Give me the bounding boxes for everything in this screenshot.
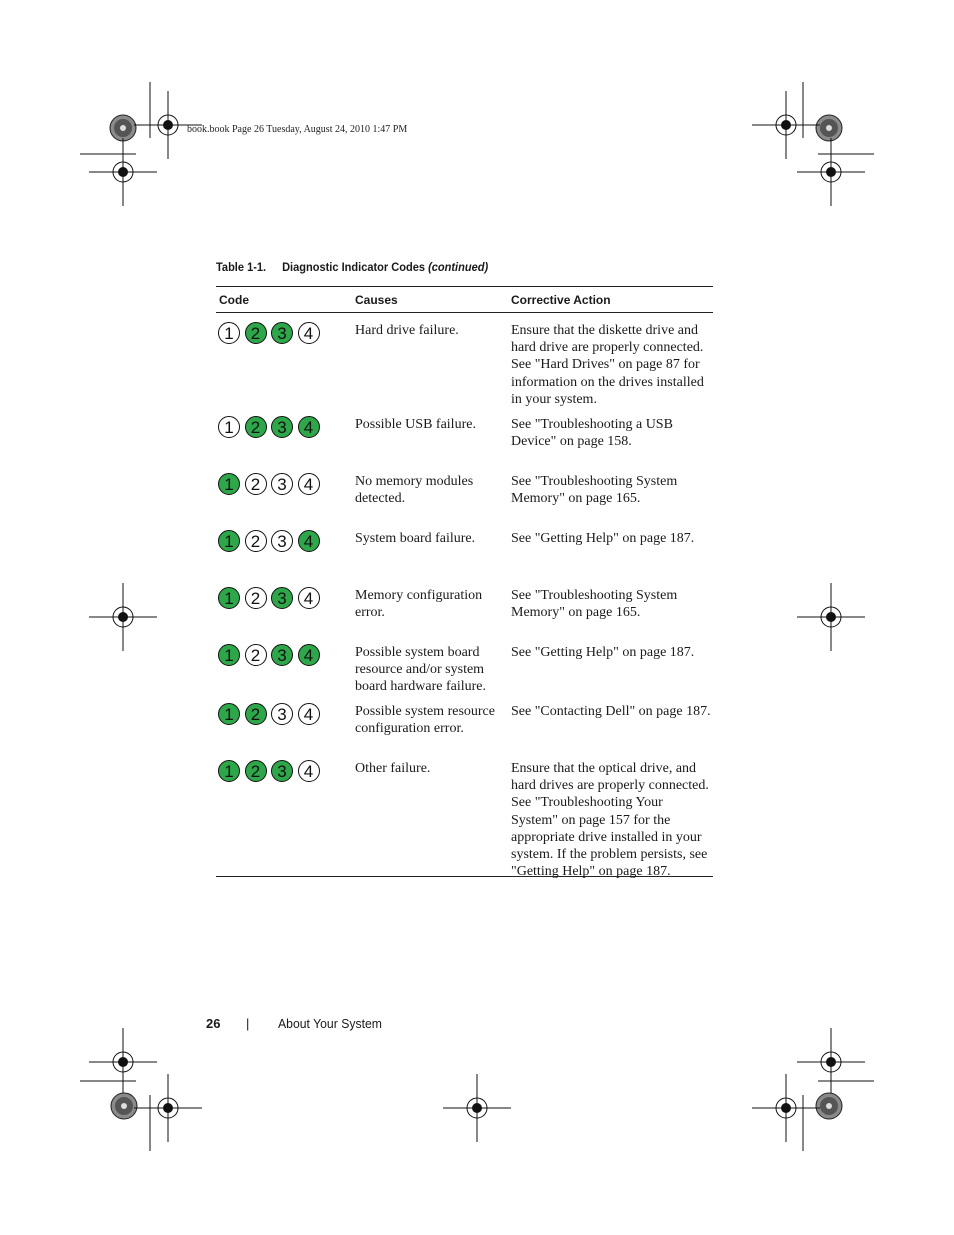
cause-cell: Possible system board resource and/or system board hardware failure. xyxy=(355,645,486,695)
table-row xyxy=(216,578,713,635)
indicator-code xyxy=(216,578,355,635)
registration-mark-icon xyxy=(134,1074,202,1142)
table-row xyxy=(216,751,713,880)
indicator-light-3-icon: 3 xyxy=(271,322,293,344)
corrective-action-cell: See "Getting Help" on page 187. xyxy=(511,645,695,660)
cause-cell: Possible USB failure. xyxy=(355,417,476,432)
print-slug-line: book.book Page 26 Tuesday, August 24, 2010 1:47 PM xyxy=(187,124,408,135)
table-row xyxy=(216,464,713,521)
color-wheel-icon xyxy=(816,1093,842,1119)
indicator-light-1-icon: 1 xyxy=(218,530,240,552)
registration-mark-icon xyxy=(89,138,157,206)
registration-mark-icon xyxy=(89,583,157,651)
header-code: Code xyxy=(219,292,249,307)
indicator-code xyxy=(216,407,355,464)
indicator-light-3-icon: 3 xyxy=(271,760,293,782)
table-row xyxy=(216,407,713,464)
indicator-light-4-icon: 4 xyxy=(298,416,320,438)
indicator-light-3-icon: 3 xyxy=(271,644,293,666)
indicator-light-1-icon: 1 xyxy=(218,703,240,725)
corrective-action-cell: See "Contacting Dell" on page 187. xyxy=(511,704,711,719)
indicator-light-1-icon: 1 xyxy=(218,644,240,666)
corrective-action-cell: See "Getting Help" on page 187. xyxy=(511,531,695,546)
cause-cell: Memory configuration error. xyxy=(355,588,483,621)
table-row xyxy=(216,521,713,578)
indicator-light-4-icon: 4 xyxy=(298,703,320,725)
table-caption xyxy=(216,260,488,274)
header-corrective-action: Corrective Action xyxy=(511,292,611,307)
table-header-row xyxy=(216,287,713,313)
registration-mark-icon xyxy=(752,1074,820,1142)
indicator-light-1-icon: 1 xyxy=(218,587,240,609)
table-row xyxy=(216,635,713,694)
registration-mark-icon xyxy=(89,1028,157,1096)
registration-mark-icon xyxy=(797,583,865,651)
cause-cell: System board failure. xyxy=(355,531,476,546)
indicator-light-2-icon: 2 xyxy=(245,530,267,552)
indicator-light-2-icon: 2 xyxy=(245,416,267,438)
table-body xyxy=(216,313,713,880)
table-continued-label: (continued) xyxy=(428,260,489,274)
diagnostic-codes-table xyxy=(216,286,713,880)
indicator-code xyxy=(216,521,355,578)
footer-separator: | xyxy=(246,1016,250,1031)
cause-cell: No memory modules detected. xyxy=(355,474,474,507)
indicator-light-4-icon: 4 xyxy=(298,644,320,666)
corrective-action-cell: See "Troubleshooting System Memory" on page 165. xyxy=(511,474,678,507)
indicator-light-3-icon: 3 xyxy=(271,530,293,552)
indicator-code xyxy=(216,635,355,694)
indicator-light-1-icon: 1 xyxy=(218,322,240,344)
color-wheel-icon xyxy=(110,115,136,141)
indicator-light-1-icon: 1 xyxy=(218,760,240,782)
indicator-light-2-icon: 2 xyxy=(245,473,267,495)
corrective-action-cell: See "Troubleshooting a USB Device" on page 158. xyxy=(511,417,673,450)
indicator-light-2-icon: 2 xyxy=(245,644,267,666)
page-number: 26 xyxy=(206,1016,221,1031)
table-title: Diagnostic Indicator Codes xyxy=(282,260,425,274)
table-row xyxy=(216,313,713,407)
indicator-light-4-icon: 4 xyxy=(298,322,320,344)
indicator-light-4-icon: 4 xyxy=(298,530,320,552)
indicator-light-3-icon: 3 xyxy=(271,416,293,438)
corrective-action-cell: See "Troubleshooting System Memory" on page 165. xyxy=(511,588,678,621)
indicator-light-1-icon: 1 xyxy=(218,416,240,438)
indicator-code xyxy=(216,694,355,751)
table-number: Table 1-1. xyxy=(216,260,267,274)
indicator-light-2-icon: 2 xyxy=(245,703,267,725)
indicator-light-3-icon: 3 xyxy=(271,473,293,495)
color-wheel-icon xyxy=(816,115,842,141)
indicator-code xyxy=(216,751,355,876)
header-causes: Causes xyxy=(355,292,398,307)
color-wheel-icon xyxy=(111,1093,137,1119)
registration-mark-icon xyxy=(797,1028,865,1096)
table-row xyxy=(216,694,713,751)
registration-mark-icon xyxy=(443,1074,511,1142)
indicator-light-1-icon: 1 xyxy=(218,473,240,495)
corrective-action-cell: Ensure that the diskette drive and hard drive are properly connected. See "Hard Drives" on page 87 for information on the drives installed in your system. xyxy=(511,323,704,407)
indicator-light-3-icon: 3 xyxy=(271,587,293,609)
cause-cell: Possible system resource configuration error. xyxy=(355,704,495,737)
indicator-light-4-icon: 4 xyxy=(298,587,320,609)
indicator-code xyxy=(216,464,355,521)
indicator-light-2-icon: 2 xyxy=(245,587,267,609)
chapter-title: About Your System xyxy=(278,1016,382,1031)
indicator-light-4-icon: 4 xyxy=(298,473,320,495)
indicator-code xyxy=(216,313,355,407)
registration-mark-icon xyxy=(752,91,820,159)
registration-mark-icon xyxy=(797,138,865,206)
corrective-action-cell: Ensure that the optical drive, and hard drives are properly connected. See "Troubleshooting Your System" on page 157 for the appropriate drive installed in your system. If the problem persists, see "Getting Help" on page 187. xyxy=(511,761,709,880)
indicator-light-2-icon: 2 xyxy=(245,760,267,782)
indicator-light-4-icon: 4 xyxy=(298,760,320,782)
indicator-light-3-icon: 3 xyxy=(271,703,293,725)
cause-cell: Hard drive failure. xyxy=(355,323,459,338)
cause-cell: Other failure. xyxy=(355,761,431,776)
indicator-light-2-icon: 2 xyxy=(245,322,267,344)
